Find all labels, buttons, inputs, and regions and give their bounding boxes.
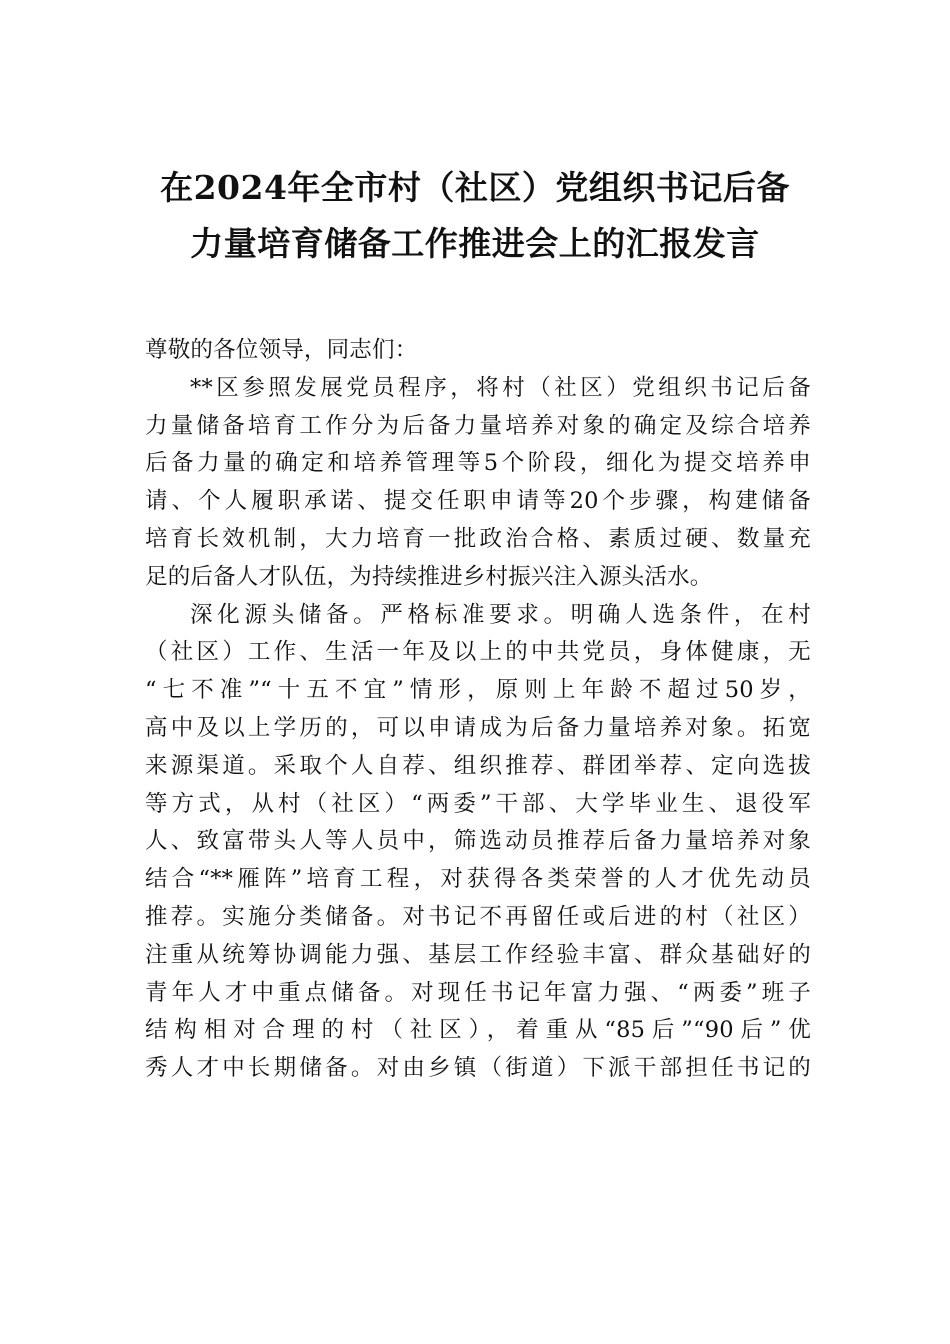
body-line: 后备力量的确定和培养管理等5个阶段，细化为提交培养申 <box>145 450 811 477</box>
document-body <box>145 332 811 1088</box>
document-title <box>120 160 830 272</box>
salutation: 尊敬的各位领导，同志们： <box>145 337 418 363</box>
body-line: 推荐。实施分类储备。对书记不再留任或后进的村（社区） <box>145 903 811 930</box>
body-line: 力量储备培育工作分为后备力量培养对象的确定及综合培养 <box>145 412 811 439</box>
body-line: 高中及以上学历的，可以申请成为后备力量培养对象。拓宽 <box>145 714 811 741</box>
body-line: 结构相对合理的村（社区），着重从“85后”“90后”优 <box>145 1017 811 1044</box>
body-line: 足的后备人才队伍，为持续推进乡村振兴注入源头活水。 <box>145 563 713 590</box>
body-line: 请、个人履职承诺、提交任职申请等20个步骤，构建储备 <box>145 488 811 515</box>
title-line-1: 在2024年全市村（社区）党组织书记后备 <box>160 168 790 207</box>
body-line: “七不准”“十五不宜”情形，原则上年龄不超过50岁， <box>145 677 811 704</box>
body-line: 青年人才中重点储备。对现任书记年富力强、“两委”班子 <box>145 979 811 1006</box>
body-line: 等方式，从村（社区）“两委”干部、大学毕业生、退役军 <box>145 790 811 817</box>
body-line: 来源渠道。采取个人自荐、组织推荐、群团举荐、定向选拔 <box>145 752 811 779</box>
body-line: 注重从统筹协调能力强、基层工作经验丰富、群众基础好的 <box>145 941 811 968</box>
body-line: 深化源头储备。严格标准要求。明确人选条件，在村 <box>190 601 811 628</box>
body-line: （社区）工作、生活一年及以上的中共党员，身体健康，无 <box>145 639 811 666</box>
body-line: 结合“**雁阵”培育工程，对获得各类荣誉的人才优先动员 <box>145 866 811 893</box>
title-line-2: 力量培育储备工作推进会上的汇报发言 <box>190 224 760 263</box>
body-line: 培育长效机制，大力培育一批政治合格、素质过硬、数量充 <box>145 525 811 552</box>
body-line: 秀人才中长期储备。对由乡镇（街道）下派干部担任书记的 <box>145 1055 811 1082</box>
body-line: **区参照发展党员程序，将村（社区）党组织书记后备 <box>190 374 811 401</box>
body-line: 人、致富带头人等人员中，筛选动员推荐后备力量培养对象 <box>145 828 811 855</box>
